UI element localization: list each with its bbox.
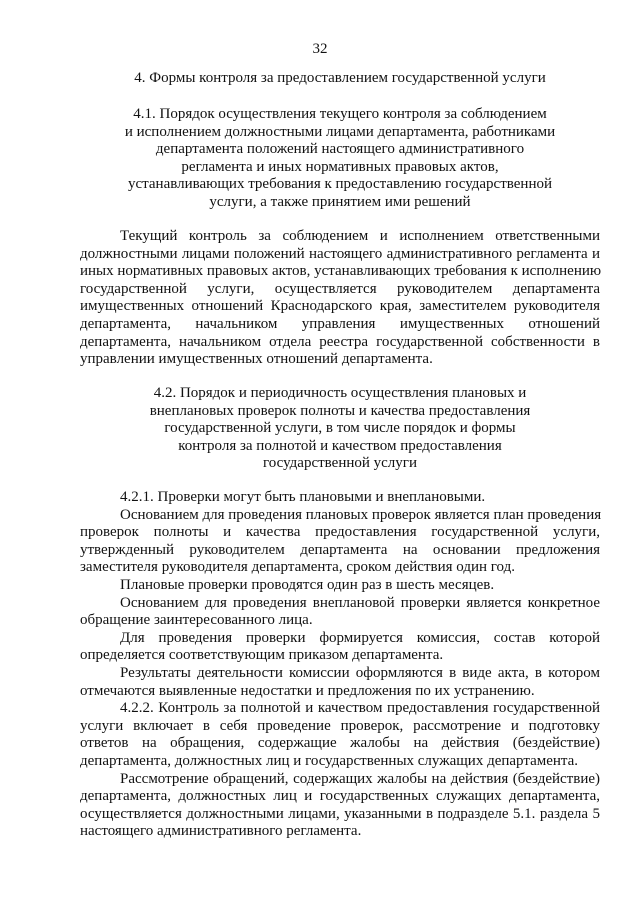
heading-line: контроля за полнотой и качеством предоставления <box>178 437 502 454</box>
paragraph-line: обращение заинтересованного лица. <box>80 612 313 629</box>
paragraph-line: Основанием для проведения внеплановой проверки является конкретное <box>120 594 600 611</box>
heading-line: государственной услуги, в том числе порядок и формы <box>164 420 516 437</box>
paragraph-line: определяется соответствующим приказом департамента. <box>80 647 444 664</box>
paragraph-line: настоящего административного регламента. <box>80 823 362 840</box>
heading-line: внеплановых проверок полноты и качества предоставления <box>149 402 531 419</box>
page-number: 32 <box>312 41 328 57</box>
paragraph-line: Результаты деятельности комиссии оформляются в виде акта, в котором <box>120 664 600 681</box>
paragraph-line: проверок полноты и качества предоставления государственной услуги, <box>80 524 600 541</box>
paragraph-line: Для проведения проверки формируется комиссия, состав которой <box>120 629 600 646</box>
subsection-4-1-paragraph <box>80 228 600 369</box>
paragraph-line: отмечаются выявленные недостатки и предложения по их устранению. <box>80 682 535 699</box>
paragraph-line: утвержденный руководителем департамента на основании предложения <box>80 541 600 558</box>
paragraph-4-2-1: 4.2.1. Проверки могут быть плановыми и внеплановыми. <box>120 489 486 505</box>
paragraph-line: Текущий контроль за соблюдением и исполнением ответственными <box>120 228 600 244</box>
section-4-title-text: 4. Формы контроля за предоставлением государственной услуги <box>134 70 546 86</box>
paragraph-line: департамента, начальником управления имущественных отношений <box>80 315 600 332</box>
paragraph-line: 4.2.2. Контроль за полнотой и качеством предоставления государственной <box>120 700 600 717</box>
paragraph-planned-frequency: Плановые проверки проводятся один раз в шесть месяцев. <box>120 576 495 593</box>
heading-line: департамента положений настоящего административного <box>155 141 525 158</box>
heading-line: государственной услуги <box>263 455 417 472</box>
paragraph-line: департамента, должностных лиц и государственных служащих департамента, <box>80 788 600 805</box>
paragraph-line: Рассмотрение обращений, содержащих жалобы на действия (бездействие) <box>120 770 600 787</box>
heading-line: 4.2. Порядок и периодичность осуществления плановых и <box>153 385 527 401</box>
heading-line: и исполнением должностными лицами департамента, работниками <box>124 123 556 140</box>
paragraph-line: должностными лицами положений настоящего административного регламента и <box>80 245 600 262</box>
heading-line: услуги, а также принятием ими решений <box>209 193 471 210</box>
paragraph-line: осуществляется должностными лицами, указанными в подразделе 5.1. раздела 5 <box>80 805 600 822</box>
paragraph-line: услуги включает в себя проведение проверок, рассмотрение и подготовку <box>80 717 600 734</box>
heading-line: регламента и иных нормативных правовых актов, <box>181 158 499 175</box>
paragraph-line: имущественных отношений Краснодарского края, заместителем руководителя <box>80 298 600 315</box>
paragraph-line: ответов на обращения, содержащие жалобы на действия (бездействие) <box>80 735 600 752</box>
subsection-4-1-title <box>80 106 600 212</box>
heading-line: 4.1. Порядок осуществления текущего контроля за соблюдением <box>133 106 547 122</box>
paragraph-line: иных нормативных правовых актов, устанавливающих требования к исполнению <box>80 263 602 280</box>
paragraph-line: департамента, должностных лиц и государственных служащих департамента. <box>80 752 579 769</box>
paragraph-line: государственной услуги, осуществляется руководителем департамента <box>80 280 600 297</box>
heading-line: устанавливающих требования к предоставлению государственной <box>127 176 552 193</box>
subsection-4-2-title <box>80 385 600 473</box>
section-4-title <box>80 70 600 88</box>
subsection-4-2-body <box>80 489 600 841</box>
paragraph-line: заместителя руководителя департамента, сроком действия один год. <box>80 559 515 576</box>
paragraph-line: управлении имущественных отношений департамента. <box>80 351 433 368</box>
paragraph-line: Основанием для проведения плановых проверок является план проведения <box>120 506 602 523</box>
paragraph-line: департамента, начальником отдела реестра государственной собственности в <box>80 333 600 350</box>
